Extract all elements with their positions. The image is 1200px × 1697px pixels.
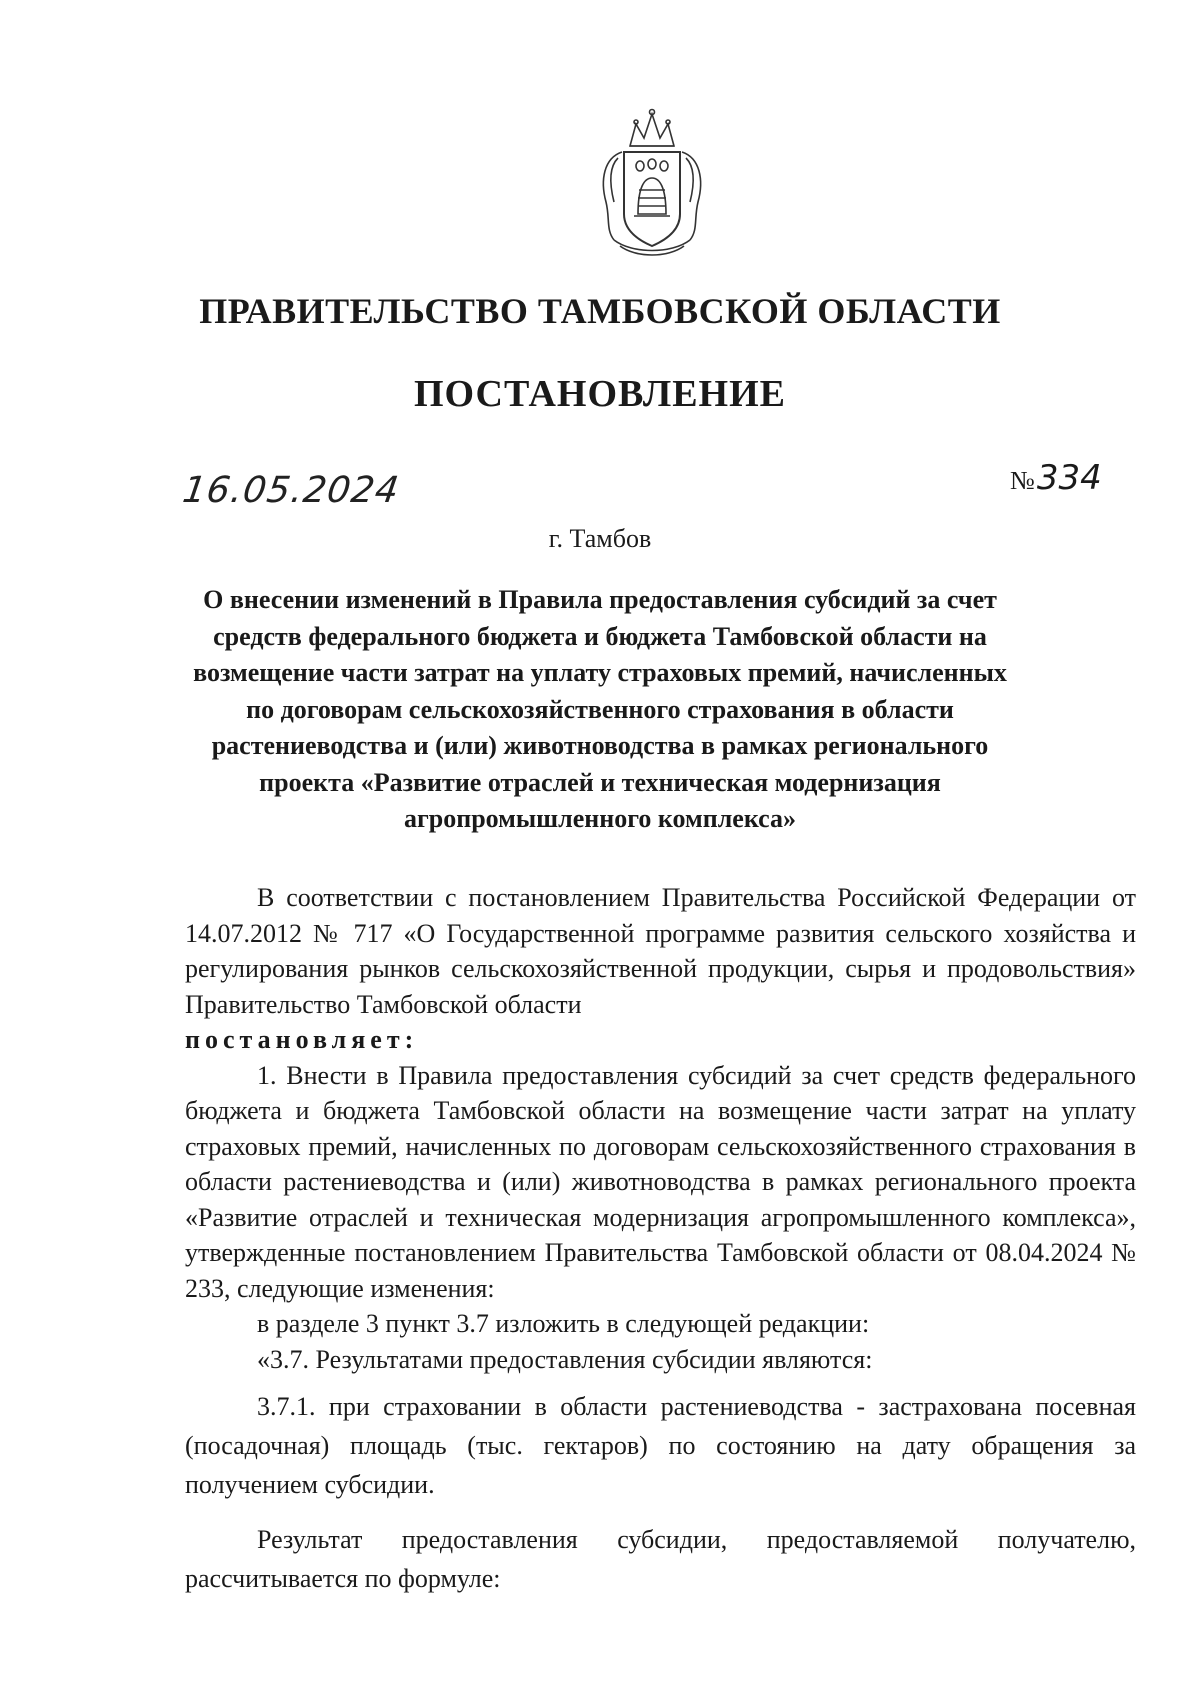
number-prefix: № <box>1010 466 1035 495</box>
tambov-coat-of-arms-icon <box>592 106 712 260</box>
document-number <box>1010 458 1102 498</box>
organization-name: ПРАВИТЕЛЬСТВО ТАМБОВСКОЙ ОБЛАСТИ <box>199 291 1001 331</box>
document-body <box>185 880 1136 1598</box>
paragraph-formula-intro: Результат предоставления субсидии, предоставляемой получателю, рассчитывается по формуле: <box>185 1525 1136 1593</box>
paragraph-item-1: 1. Внести в Правила предоставления субсидий за счет средств федерального бюджета и бюджета Тамбовской области на возмещение части затрат на уплату страховых премий, начисленных по договорам сельскохозяйственного страхования в области растениеводства и (или) животноводства в рамках регионального проекта «Развитие отраслей и техническая модернизация агропромышленного комплекса», утвержденные постановлением Правительства Тамбовской области от 08.04.2024 № 233, следующие изменения: <box>185 1060 1136 1303</box>
city: г. Тамбов <box>548 524 652 553</box>
document-title: О внесении изменений в Правила предоставления субсидий за счет средств федерального бюджета и бюджета Тамбовской области на возмещение части затрат на уплату страховых премий, начисленных по договорам сельскохозяйственного страхования в области растениеводства и (или) животноводства в рамках регионального проекта «Развитие отраслей и техническая модернизация агропромышленного комплекса» <box>193 585 1007 833</box>
document-date: 16.05.2024 <box>180 470 403 511</box>
decree-word-text: постановляет: <box>185 1025 419 1054</box>
document-type: ПОСТАНОВЛЕНИЕ <box>413 373 787 415</box>
paragraph-preamble: В соответствии с постановлением Правительства Российской Федерации от 14.07.2012 № 717 «О Государственной программе развития сельского хозяйства и регулирования рынков сельскохозяйственной продукции, сырья и продовольствия» Правительство Тамбовской области <box>185 883 1136 1019</box>
paragraph-3-7: «3.7. Результатами предоставления субсидии являются: <box>257 1344 873 1374</box>
decree-word <box>185 1022 1136 1058</box>
paragraph-3-7-1: 3.7.1. при страховании в области растениеводства - застрахована посевная (посадочная) площадь (тыс. гектаров) по состоянию на дату обращения за получением субсидии. <box>185 1392 1136 1499</box>
number-value: 334 <box>1036 458 1102 498</box>
paragraph-section-3: в разделе 3 пункт 3.7 изложить в следующей редакции: <box>257 1309 870 1338</box>
